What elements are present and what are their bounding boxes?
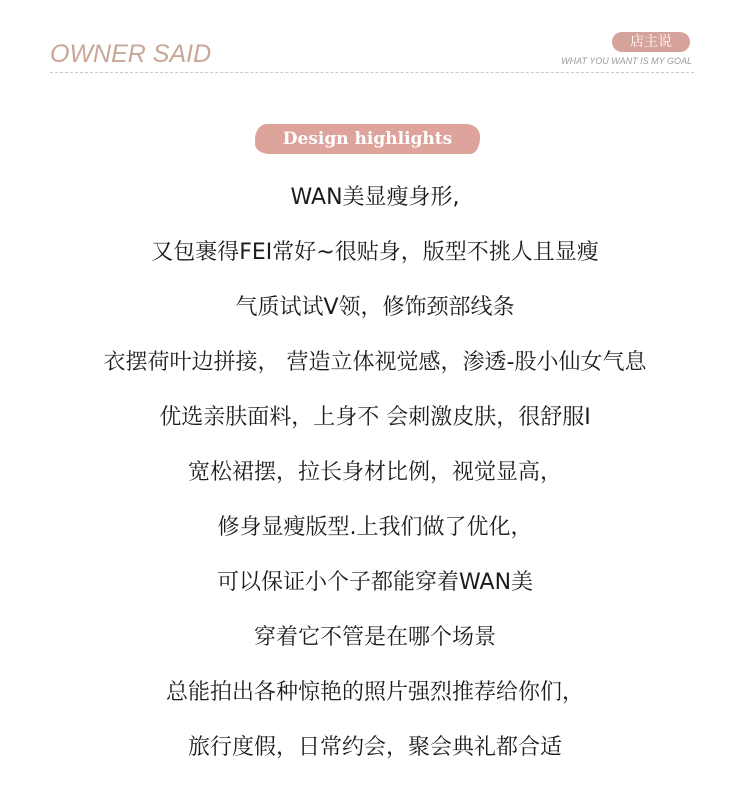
description-line: 穿着它不管是在哪个场景 bbox=[253, 625, 496, 650]
description-line: WAN美显瘦身形, bbox=[290, 185, 460, 210]
description-line: 旅行度假，日常约会，聚会典礼都合适 bbox=[187, 735, 562, 760]
description-line: 优选亲肤面料，上身不 会刺激皮肤，很舒服I bbox=[159, 405, 591, 430]
dashed-divider bbox=[50, 72, 694, 73]
description-line: 又包裹得FEI常好~很贴身，版型不挑人且显瘦 bbox=[151, 240, 599, 265]
description-line: 宽松裙摆，拉长身材比例，视觉显高， bbox=[187, 460, 562, 485]
shop-owner-badge: 店主说 bbox=[612, 32, 690, 52]
description-line: 可以保证小个子都能穿着WAN美 bbox=[216, 570, 534, 595]
description-line: 总能拍出各种惊艳的照片强烈推荐给你们， bbox=[165, 680, 584, 705]
description-line: 衣摆荷叶边拼接， 营造立体视觉感，渗透-股小仙女气息 bbox=[103, 350, 647, 375]
product-description bbox=[0, 170, 750, 775]
owner-said-title: OWNER SAID bbox=[50, 40, 212, 68]
goal-subtitle: WHAT YOU WANT IS MY GOAL bbox=[561, 56, 692, 66]
description-line: 修身显瘦版型.上我们做了优化， bbox=[217, 515, 533, 540]
owner-said-header bbox=[0, 0, 750, 80]
design-highlights-banner bbox=[255, 124, 480, 154]
description-line: 气质试试V领，修饰颈部线条 bbox=[235, 295, 515, 320]
design-highlights-label: Design highlights bbox=[255, 124, 480, 154]
